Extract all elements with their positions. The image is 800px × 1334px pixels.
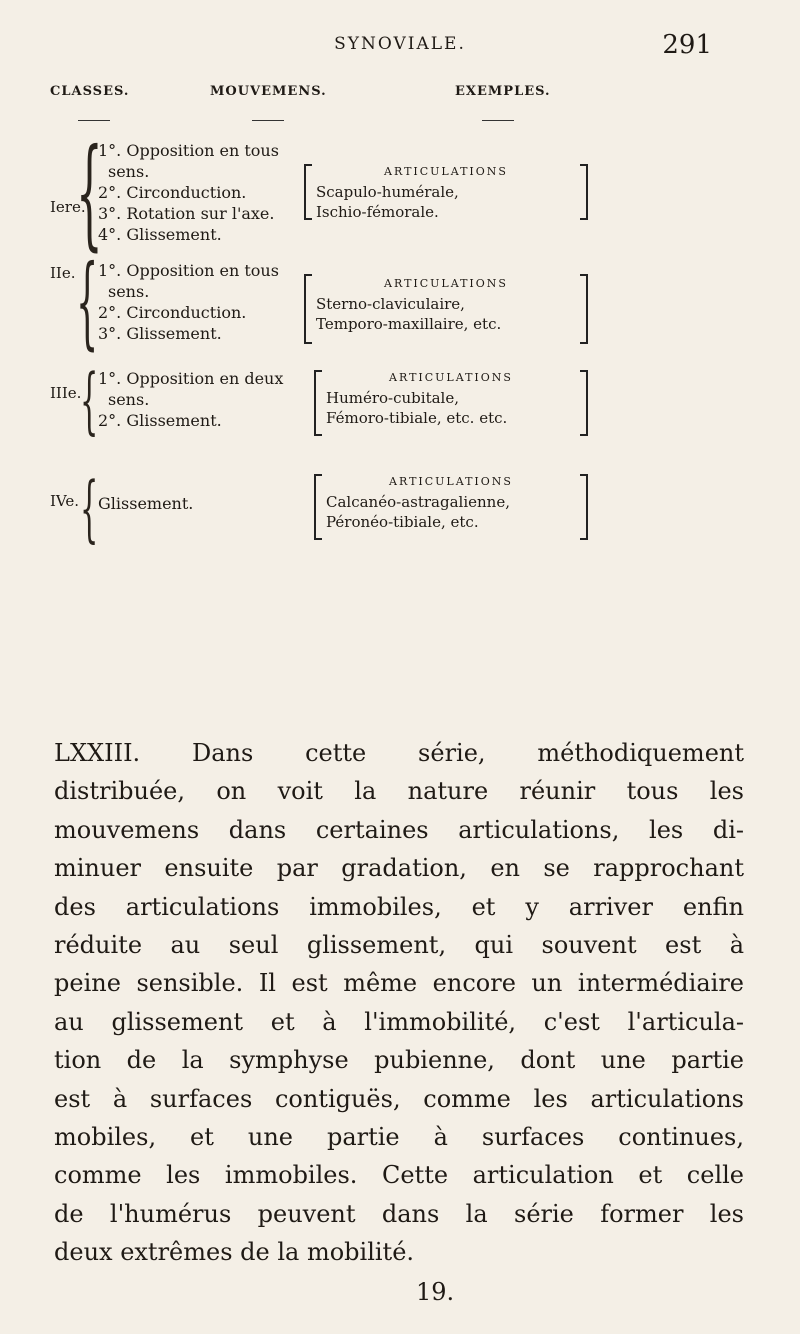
text-line: réduite au seul glissement, qui souvent est à (54, 931, 744, 960)
bracket-left (314, 370, 322, 436)
example-item: Sterno-claviculaire, (316, 295, 465, 313)
header-rule (252, 120, 284, 121)
brace-icon: { (76, 243, 99, 360)
examples-title: ARTICULATIONS (384, 277, 508, 290)
column-header-mouvements: MOUVEMENS. (210, 84, 327, 99)
examples-title: ARTICULATIONS (384, 165, 508, 178)
move-item: sens. (108, 390, 150, 409)
brace-icon: { (76, 124, 103, 263)
example-item: Scapulo-humérale, (316, 183, 459, 201)
bracket-left (304, 274, 312, 344)
text-line: est à surfaces contiguës, comme les articulations (54, 1084, 744, 1113)
running-header (0, 28, 800, 68)
moves-list (98, 140, 279, 245)
move-item: 1°. Opposition en deux (98, 369, 284, 388)
text-line: comme les immobiles. Cette articulation et celle (54, 1161, 744, 1190)
body-paragraph (54, 734, 744, 1272)
bracket-right (580, 370, 588, 436)
moves-list (98, 368, 283, 431)
examples-block (316, 274, 576, 334)
column-header-classes: CLASSES. (50, 84, 130, 99)
examples-block (326, 472, 576, 532)
move-item: Glissement. (98, 494, 194, 513)
bracket-right (580, 274, 588, 344)
text-line: mouvemens dans certaines articulations, les di- (54, 815, 744, 844)
example-item: Huméro-cubitale, (326, 389, 459, 407)
move-item: sens. (108, 162, 150, 181)
bracket-right (580, 164, 588, 220)
header-rule (78, 120, 110, 121)
header-rule (482, 120, 514, 121)
examples-block (326, 368, 576, 428)
examples-block (316, 162, 576, 222)
signature-mark: 19. (416, 1278, 455, 1306)
move-item: 1°. Opposition en tous (98, 261, 279, 280)
example-item: Péronéo-tibiale, etc. (326, 513, 479, 531)
brace-icon: { (80, 358, 99, 442)
example-item: Calcanéo-astragalienne, (326, 493, 510, 511)
example-item: Fémoro-tibiale, etc. etc. (326, 409, 508, 427)
examples-title: ARTICULATIONS (389, 371, 513, 384)
text-line: deux extrêmes de la mobilité. (54, 1238, 415, 1267)
text-line: tion de la symphyse pubienne, dont une partie (54, 1046, 744, 1075)
class-label: Iere. (50, 198, 86, 216)
running-title: SYNOVIALE. (334, 34, 466, 54)
text-line: LXXIII. Dans cette série, méthodiquement (54, 739, 744, 767)
text-line: minuer ensuite par gradation, en se rapprochant (54, 854, 744, 883)
example-item: Ischio-fémorale. (316, 203, 439, 221)
move-item: 2°. Circonduction. (98, 183, 247, 202)
bracket-right (580, 474, 588, 540)
move-item: 1°. Opposition en tous (98, 141, 279, 160)
class-label: IIIe. (50, 384, 82, 402)
page-number: 291 (662, 30, 712, 60)
move-item: 2°. Circonduction. (98, 303, 247, 322)
text-line: des articulations immobiles, et y arriver enfin (54, 892, 744, 921)
class-label: IIe. (50, 264, 76, 282)
text-line: au glissement et à l'immobilité, c'est l'articula- (54, 1007, 744, 1036)
example-item: Temporo-maxillaire, etc. (316, 315, 502, 333)
move-item: 3°. Rotation sur l'axe. (98, 204, 275, 223)
text-line: de l'humérus peuvent dans la série former les (54, 1199, 744, 1228)
move-item: 4°. Glissement. (98, 225, 222, 244)
class-label: IVe. (50, 492, 80, 510)
text-line: mobiles, et une partie à surfaces continues, (54, 1123, 744, 1152)
brace-icon: { (80, 466, 99, 550)
bracket-left (304, 164, 312, 220)
move-item: 3°. Glissement. (98, 324, 222, 343)
moves-list (98, 260, 279, 344)
text-line: peine sensible. Il est même encore un intermédiaire (54, 969, 744, 998)
move-item: sens. (108, 282, 150, 301)
column-header-exemples: EXEMPLES. (455, 84, 551, 99)
examples-title: ARTICULATIONS (389, 475, 513, 488)
move-item: 2°. Glissement. (98, 411, 222, 430)
bracket-left (314, 474, 322, 540)
text-line: distribuée, on voit la nature réunir tous les (54, 777, 744, 806)
moves-list (98, 493, 193, 514)
